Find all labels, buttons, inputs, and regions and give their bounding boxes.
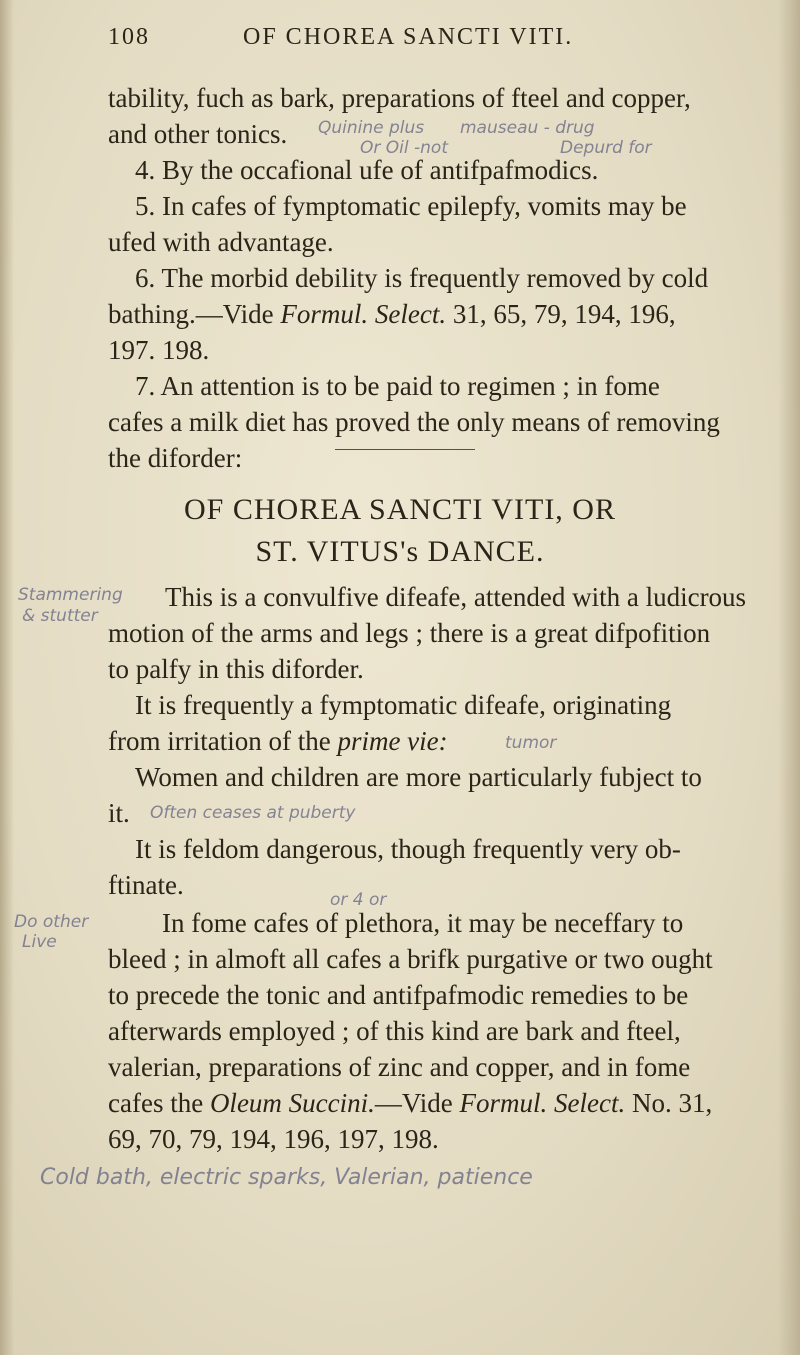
handwritten-margin-note: Stammering xyxy=(18,585,123,605)
handwritten-note: tumor xyxy=(505,733,557,753)
italic-reference: Formul. Select. xyxy=(280,299,447,329)
text-line: It is feldom dangerous, though frequently very ob- xyxy=(135,834,681,864)
page-right-edge xyxy=(778,0,800,1355)
text-line xyxy=(108,1087,712,1119)
italic-reference: Formul. Select. xyxy=(459,1088,626,1118)
text-line: it. xyxy=(108,798,130,828)
text-line: 4. By the occafional ufe of antifpafmodics. xyxy=(135,155,599,185)
text-line xyxy=(108,725,448,757)
handwritten-margin-note: & stutter xyxy=(22,606,98,626)
italic-term: prime vie: xyxy=(337,726,448,756)
page-number: 108 xyxy=(108,24,150,50)
page-header xyxy=(0,24,800,64)
section-subtitle: ST. VITUS's DANCE. xyxy=(255,535,545,568)
text-line: and other tonics. xyxy=(108,119,288,149)
text-line: 6. The morbid debility is frequently removed by cold xyxy=(135,263,709,293)
handwritten-note: or 4 or xyxy=(330,890,387,910)
running-head: OF CHOREA SANCTI VITI. xyxy=(243,24,574,50)
text-line: the diforder: xyxy=(108,443,243,473)
text-line: It is frequently a fymptomatic difeafe, originating xyxy=(135,690,672,720)
text-line: to palfy in this diforder. xyxy=(108,654,364,684)
text-line: 5. In cafes of fymptomatic epilepfy, vomits may be xyxy=(135,191,687,221)
text-line: to precede the tonic and antifpafmodic remedies to be xyxy=(108,980,689,1010)
text-line: bleed ; in almoft all cafes a brifk purgative or two ought xyxy=(108,944,713,974)
text-line: This is a convulfive difeafe, attended with a ludicrous xyxy=(165,582,747,612)
text-line: 7. An attention is to be paid to regimen ; in fome xyxy=(135,371,660,401)
text-line xyxy=(108,298,676,330)
text-line: In fome cafes of plethora, it may be neceffary to xyxy=(162,908,684,938)
text-line: 69, 70, 79, 194, 196, 197, 198. xyxy=(108,1124,439,1154)
text-span: from irritation of the xyxy=(108,726,338,756)
text-line: valerian, preparations of zinc and copper, and in fome xyxy=(108,1052,691,1082)
text-line: ftinate. xyxy=(108,870,184,900)
handwritten-note: Quinine plus xyxy=(318,118,425,138)
page-left-edge xyxy=(0,0,14,1355)
text-line: tability, fuch as bark, preparations of fteel and copper, xyxy=(108,83,691,113)
handwritten-note: Or Oil -not xyxy=(360,138,448,158)
handwritten-margin-note: Live xyxy=(22,932,57,952)
text-span: cafes the xyxy=(108,1088,210,1118)
text-span: 31, 65, 79, 194, 196, xyxy=(446,299,676,329)
text-line: Women and children are more particularly fubject to xyxy=(135,762,702,792)
handwritten-footer-note: Cold bath, electric sparks, Valerian, patience xyxy=(40,1165,533,1190)
section-divider xyxy=(335,449,475,450)
handwritten-note: mauseau - drug xyxy=(460,118,595,138)
text-line: 197. 198. xyxy=(108,335,210,365)
text-span: bathing.—Vide xyxy=(108,299,281,329)
text-line: cafes a milk diet has proved the only means of removing xyxy=(108,407,720,437)
handwritten-margin-note: Do other xyxy=(14,912,89,932)
handwritten-note: Often ceases at puberty xyxy=(150,803,356,823)
text-line: afterwards employed ; of this kind are bark and fteel, xyxy=(108,1016,681,1046)
italic-term: Oleum Succini. xyxy=(209,1088,375,1118)
text-line: ufed with advantage. xyxy=(108,227,334,257)
text-line: motion of the arms and legs ; there is a great difpofition xyxy=(108,618,711,648)
handwritten-note: Depurd for xyxy=(560,138,652,158)
text-span: —Vide xyxy=(374,1088,460,1118)
section-title: OF CHOREA SANCTI VITI, OR xyxy=(184,493,616,526)
text-span: No. 31, xyxy=(625,1088,713,1118)
